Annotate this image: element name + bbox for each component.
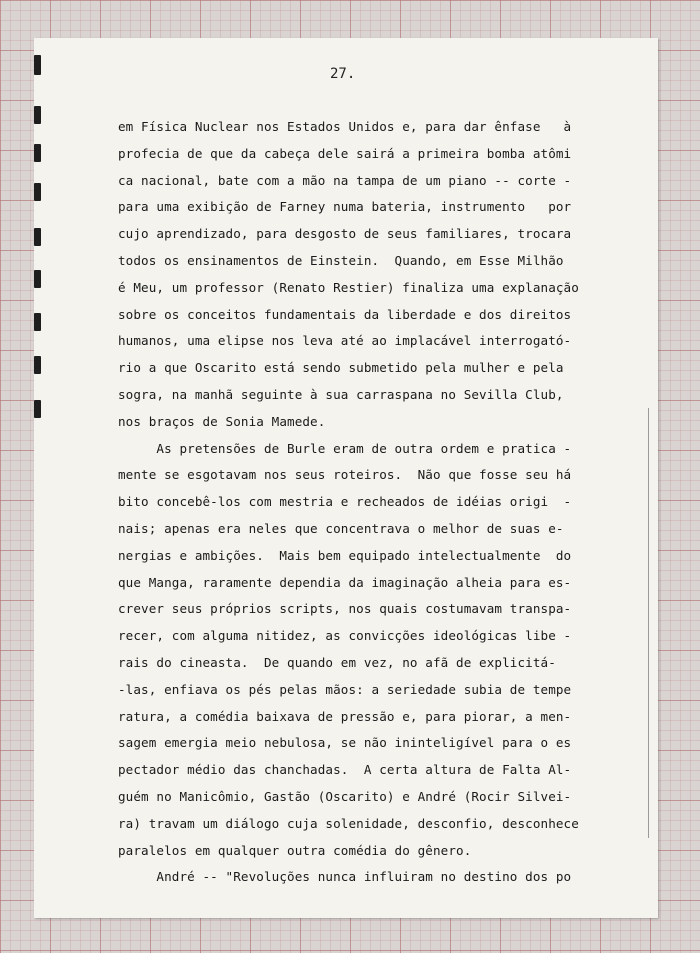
text-line: nergias e ambições. Mais bem equipado intelectualmente do (118, 547, 572, 563)
text-line: rio a que Oscarito está sendo submetido pela mulher e pela (118, 360, 564, 376)
text-line: mente se esgotavam nos seus roteiros. Não que fosse seu há (118, 467, 572, 483)
text-line: sogra, na manhã seguinte à sua carraspana no Sevilla Club, (118, 386, 564, 402)
text-line: nos braços de Sonia Mamede. (118, 413, 326, 429)
binding-hole (34, 400, 41, 418)
text-line: rais do cineasta. De quando em vez, no afã de explicitá- (118, 654, 556, 670)
text-line: ratura, a comédia baixava de pressão e, para piorar, a men- (118, 708, 572, 724)
text-line: profecia de que da cabeça dele sairá a primeira bomba atômi (118, 145, 572, 161)
body-text (118, 114, 598, 891)
text-line: crever seus próprios scripts, nos quais costumavam transpa- (118, 601, 572, 617)
typewritten-page (34, 38, 658, 918)
text-line: recer, com alguma nitidez, as convicções ideológicas libe - (118, 628, 572, 644)
binding-hole (34, 55, 41, 75)
text-line: André -- "Revoluções nunca influiram no destino dos po (118, 869, 572, 885)
text-line: -las, enfiava os pés pelas mãos: a seriedade subia de tempe (118, 681, 572, 697)
text-line: que Manga, raramente dependia da imaginação alheia para es- (118, 574, 572, 590)
text-line: ra) travam um diálogo cuja solenidade, desconfio, desconhece (118, 815, 579, 831)
text-line: sobre os conceitos fundamentais da liberdade e dos direitos (118, 306, 572, 322)
page-edge-mark (648, 408, 649, 838)
text-line: nais; apenas era neles que concentrava o melhor de suas e- (118, 520, 564, 536)
text-line: pectador médio das chanchadas. A certa altura de Falta Al- (118, 762, 572, 778)
text-line: bito concebê-los com mestria e recheados de idéias origi - (118, 494, 572, 510)
text-line: para uma exibição de Farney numa bateria, instrumento por (118, 199, 572, 215)
text-line: guém no Manicômio, Gastão (Oscarito) e André (Rocir Silvei- (118, 788, 572, 804)
binding-hole (34, 270, 41, 288)
binding-hole (34, 183, 41, 201)
text-line: todos os ensinamentos de Einstein. Quando, em Esse Milhão (118, 252, 564, 268)
text-line: paralelos em qualquer outra comédia do gênero. (118, 842, 472, 858)
page-number: 27. (330, 66, 356, 82)
binding-hole (34, 313, 41, 331)
binding-hole (34, 106, 41, 124)
text-line: As pretensões de Burle eram de outra ordem e pratica - (118, 440, 572, 456)
binding-hole (34, 144, 41, 162)
text-line: em Física Nuclear nos Estados Unidos e, para dar ênfase à (118, 119, 572, 134)
text-line: é Meu, um professor (Renato Restier) finaliza uma explanação (118, 279, 579, 295)
text-line: ca nacional, bate com a mão na tampa de um piano -- corte - (118, 172, 572, 188)
text-line: humanos, uma elipse nos leva até ao implacável interrogató- (118, 333, 572, 349)
text-line: sagem emergia meio nebulosa, se não ininteligível para o es (118, 735, 572, 751)
text-line: cujo aprendizado, para desgosto de seus familiares, trocara (118, 226, 572, 242)
binding-hole (34, 228, 41, 246)
binding-hole (34, 356, 41, 374)
